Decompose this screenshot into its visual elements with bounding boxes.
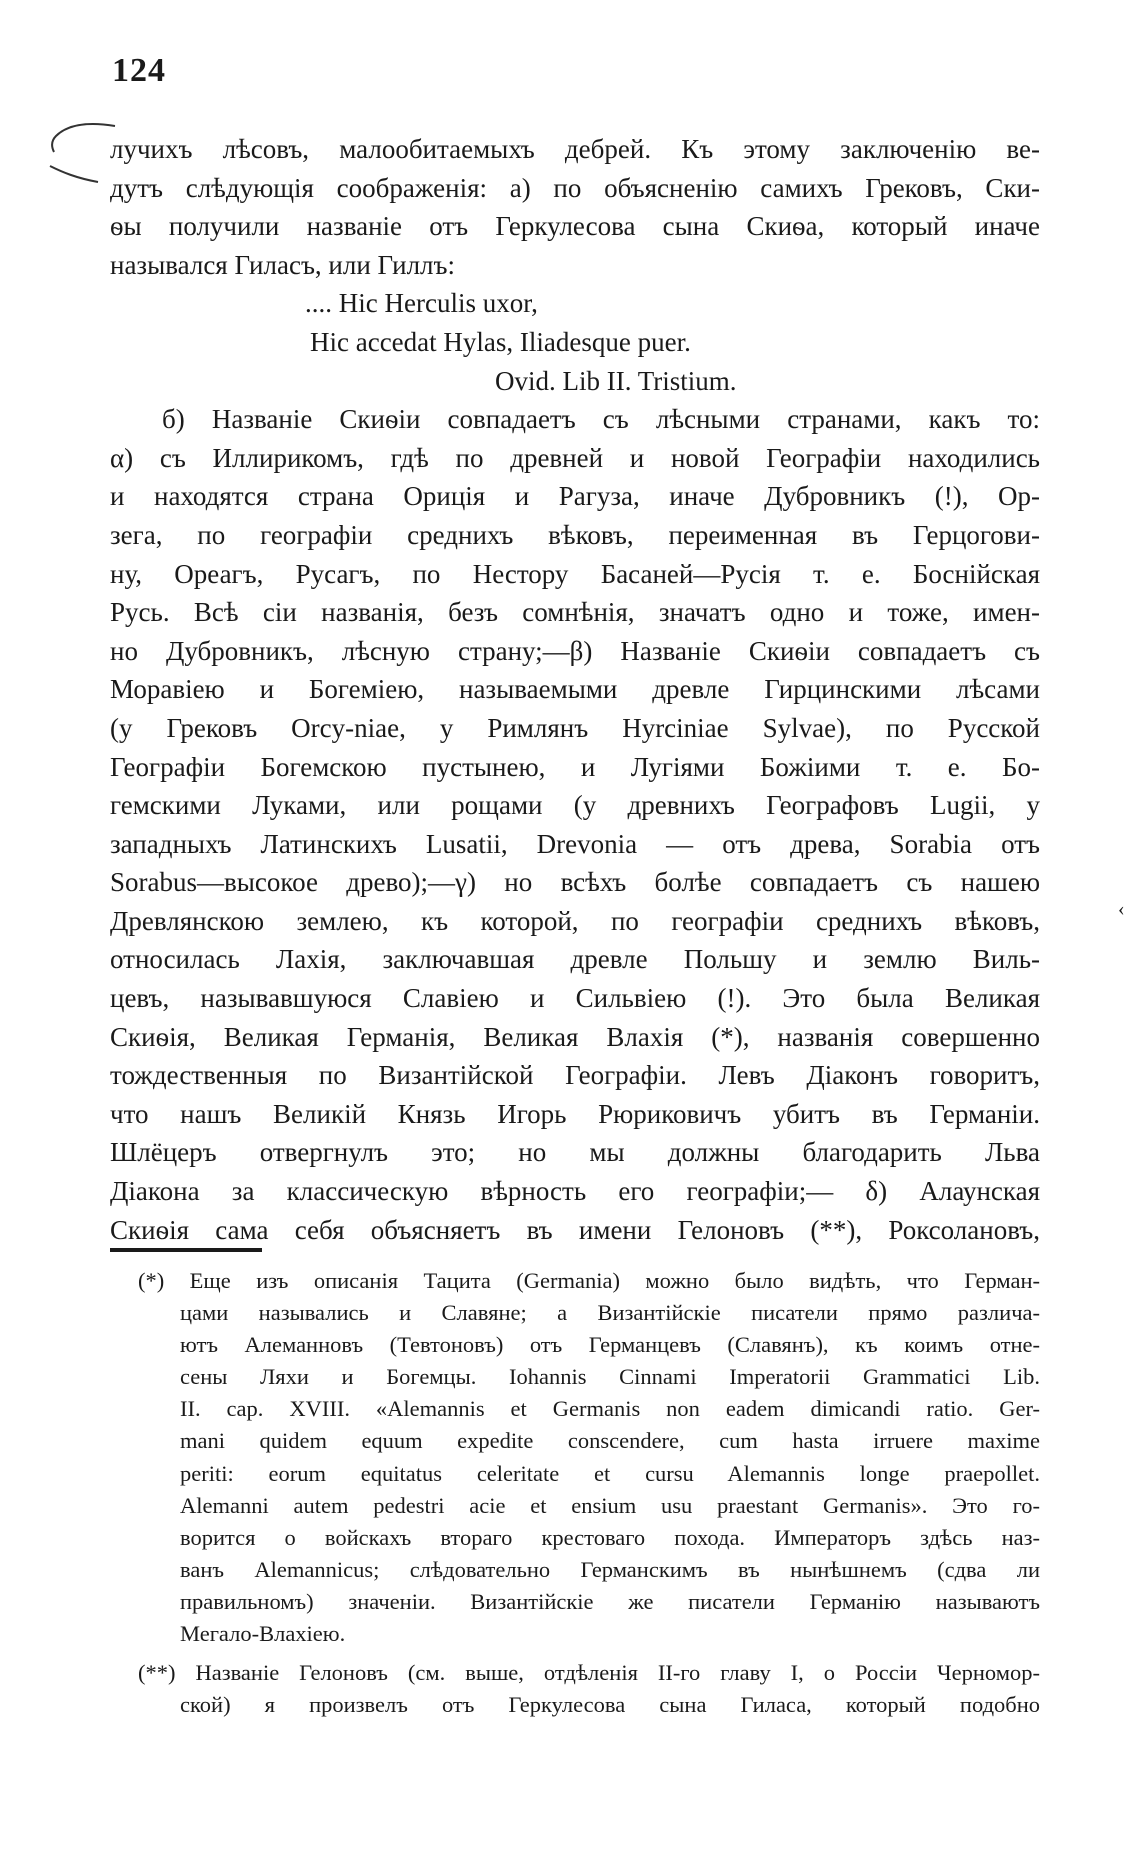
text-line: б) Названіе Скиѳіи совпадаетъ съ лѣсными странами, какъ то: [162, 404, 1040, 435]
footnotes [138, 1265, 1040, 1721]
text-line: Скиѳія сама себя объясняетъ въ имени Гелоновъ (**), Роксолановъ, [110, 1214, 1040, 1245]
footnote-1 [138, 1265, 1040, 1650]
footnote-line: правильномъ) значеніи. Византійскіе же писатели Германію называютъ [180, 1588, 1040, 1614]
text-line: ѳы получили названіе отъ Геркулесова сына Скиѳа, который иначе [110, 211, 1040, 242]
text-line: Діакона за классическую вѣрность его географіи;— δ) Алаунская [110, 1176, 1040, 1207]
text-line: (у Грековъ Orcy-niae, у Римлянъ Hyrciniae Sylvae), по Русской [110, 712, 1040, 743]
text-line: Моравіею и Богеміею, называемыми древле Гирцинскими лѣсами [110, 674, 1040, 705]
text-line: Sorabus—высокое древо);—γ) но всѣхъ болѣе совпадаетъ съ нашею [110, 867, 1040, 898]
footnote-line: цами назывались и Славяне; а Византійскіе писатели прямо различа- [180, 1300, 1040, 1326]
footnote-line: (**) Названіе Гелоновъ (см. выше, отдѣленія II-го главу I, о Россіи Черномор- [138, 1660, 1040, 1686]
footnote-line: Alemanni autem pedestri acie et ensium usu praestant Germanis». Это го- [180, 1492, 1040, 1518]
margin-pencil-mark [40, 118, 120, 188]
text-line: дутъ слѣдующія соображенія: а) по объясненію самихъ Грековъ, Ски- [110, 172, 1040, 203]
footnote-line: Мегало-Влахіею. [180, 1621, 346, 1647]
footnote-2 [138, 1657, 1040, 1721]
text-line: но Дубровникъ, лѣсную страну;—β) Названіе Скиѳіи совпадаетъ съ [110, 635, 1040, 666]
footnote-line: сены Ляхи и Богемцы. Iohannis Cinnami Imperatorii Grammatici Lib. [180, 1364, 1040, 1390]
margin-tick-mark: ‹ [1118, 898, 1125, 920]
footnote-line: ютъ Алеманновъ (Тевтоновъ) отъ Германцевъ (Славянъ), къ коимъ отне- [180, 1332, 1040, 1358]
footnote-line: (*) Еще изъ описанія Тацита (Germania) можно было видѣть, что Герман- [138, 1268, 1040, 1293]
text-line: Скиѳія, Великая Германія, Великая Влахія (*), названія совершенно [110, 1021, 1040, 1052]
footnote-line: ванъ Alemannicus; слѣдовательно Германскимъ въ нынѣшнемъ (сдва ли [180, 1556, 1040, 1582]
footnote-separator [110, 1248, 262, 1252]
text-line: Русь. Всѣ сіи названія, безъ сомнѣнія, значатъ одно и тоже, имен- [110, 597, 1040, 628]
footnote-line: mani quidem equum expedite conscendere, cum hasta irruere maxime [180, 1428, 1040, 1454]
text-line: гемскими Луками, или рощами (у древнихъ Географовъ Lugii, у [110, 790, 1040, 821]
text-line: Древлянскою землею, къ которой, по географіи среднихъ вѣковъ, [110, 905, 1040, 936]
text-line: относилась Лахія, заключавшая древле Польшу и землю Виль- [110, 944, 1040, 975]
main-text [110, 130, 1040, 1249]
verse-citation: Ovid. Lib II. Tristium. [495, 365, 737, 396]
text-line: цевъ, называвшуюся Славіею и Сильвіею (!). Это была Великая [110, 983, 1040, 1014]
footnote-line: periti: eorum equitatus celeritate et cursu Alemannis longe praepollet. [180, 1460, 1040, 1486]
text-line: и находятся страна Орицiя и Рагуза, иначе Дубровникъ (!), Ор- [110, 481, 1040, 512]
verse-line: .... Hic Herculis uxor, [305, 288, 538, 319]
footnote-line: ской) я произвелъ отъ Геркулесова сына Гиласа, который подобно [180, 1692, 1040, 1718]
footnote-line: ворится о войскахъ втораго крестоваго похода. Императоръ здѣсь наз- [180, 1524, 1040, 1550]
footnote-line: II. cap. XVIII. «Alemannis et Germanis non eadem dimicandi ratio. Ger- [180, 1396, 1040, 1422]
text-line: α) съ Иллирикомъ, гдѣ по древней и новой Географіи находились [110, 442, 1040, 473]
verse-line: Hic accedat Hylas, Iliadesque puer. [310, 326, 691, 357]
text-line: западныхъ Латинскихъ Lusatii, Drevonia — отъ древа, Sorabia отъ [110, 828, 1040, 859]
text-line: Географіи Богемскою пустынею, и Лугіями Божіими т. е. Бо- [110, 751, 1040, 782]
text-line: лучиxъ лѣсовъ, малообитаемыхъ дебрей. Къ этому заключенію ве- [110, 134, 1040, 164]
text-line: тождественныя по Византійской Географіи. Левъ Діаконъ говоритъ, [110, 1060, 1040, 1091]
page-number: 124 [112, 52, 166, 89]
text-line: Шлёцеръ отвергнулъ это; но мы должны благодарить Льва [110, 1137, 1040, 1168]
text-line: зега, по географіи среднихъ вѣковъ, переименная въ Герцогови- [110, 519, 1040, 550]
text-line: что нашъ Великій Князь Игорь Рюриковичъ убитъ въ Германіи. [110, 1098, 1040, 1129]
text-line: ну, Ореагъ, Русагъ, по Нестору Басаней—Русія т. е. Боснійская [110, 558, 1040, 589]
text-line: назывался Гиласъ, или Гиллъ: [110, 249, 455, 280]
